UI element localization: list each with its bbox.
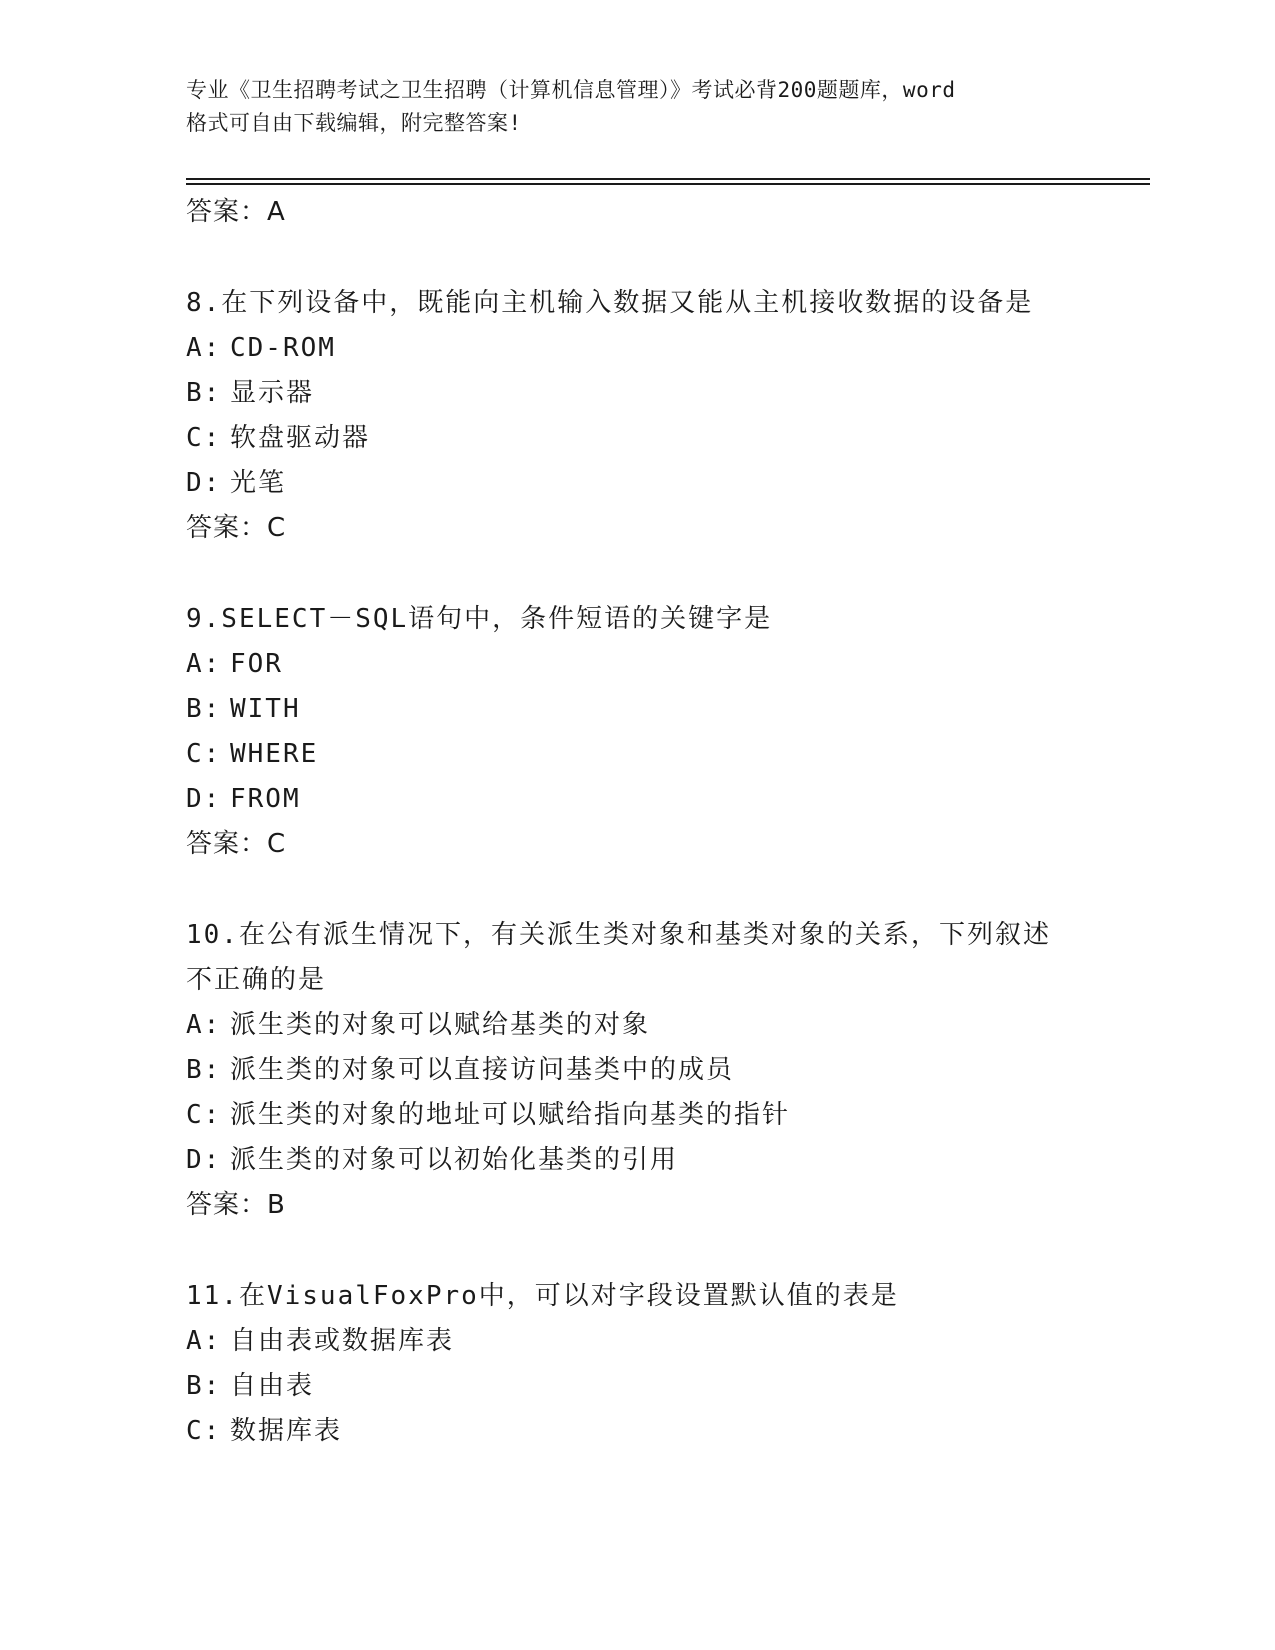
option-b: B: 自由表 <box>186 1371 315 1401</box>
header-line-1: 专业《卫生招聘考试之卫生招聘（计算机信息管理）》考试必背200题题库，word <box>186 78 956 102</box>
document-header <box>186 74 1086 140</box>
question-block <box>186 913 1086 1228</box>
question-stem-line-1: 10.在公有派生情况下，有关派生类对象和基类对象的关系，下列叙述 <box>186 920 1051 950</box>
option-c: C: WHERE <box>186 739 319 769</box>
header-rule-top <box>186 178 1150 180</box>
question-stem: 8.在下列设备中，既能向主机输入数据又能从主机接收数据的设备是 <box>186 288 1034 318</box>
question-answer: 答案：C <box>186 829 287 859</box>
header-line-2: 格式可自由下载编辑，附完整答案! <box>186 111 522 135</box>
question-stem: 11.在VisualFoxPro中，可以对字段设置默认值的表是 <box>186 1281 899 1311</box>
option-c: C: 派生类的对象的地址可以赋给指向基类的指针 <box>186 1100 791 1130</box>
option-a: A: FOR <box>186 649 283 679</box>
option-d: D: FROM <box>186 784 301 814</box>
question-stem: 9.SELECT－SQL语句中，条件短语的关键字是 <box>186 604 773 634</box>
question-stem-line-2: 不正确的是 <box>186 965 327 995</box>
option-d: D: 派生类的对象可以初始化基类的引用 <box>186 1145 679 1175</box>
question-answer: 答案：B <box>186 1190 286 1220</box>
questions-content <box>186 190 1086 1454</box>
option-c: C: 数据库表 <box>186 1416 343 1446</box>
question-block <box>186 1274 1086 1454</box>
question-block <box>186 597 1086 867</box>
option-b: B: 派生类的对象可以直接访问基类中的成员 <box>186 1055 735 1085</box>
header-rule-bottom <box>186 183 1150 185</box>
option-d: D: 光笔 <box>186 468 287 498</box>
previous-answer: 答案：A <box>186 197 286 227</box>
option-a: A: CD-ROM <box>186 333 336 363</box>
option-c: C: 软盘驱动器 <box>186 423 371 453</box>
option-a: A: 派生类的对象可以赋给基类的对象 <box>186 1010 651 1040</box>
option-b: B: WITH <box>186 694 301 724</box>
option-a: A: 自由表或数据库表 <box>186 1326 455 1356</box>
question-answer: 答案：C <box>186 513 287 543</box>
question-block <box>186 281 1086 551</box>
option-b: B: 显示器 <box>186 378 315 408</box>
